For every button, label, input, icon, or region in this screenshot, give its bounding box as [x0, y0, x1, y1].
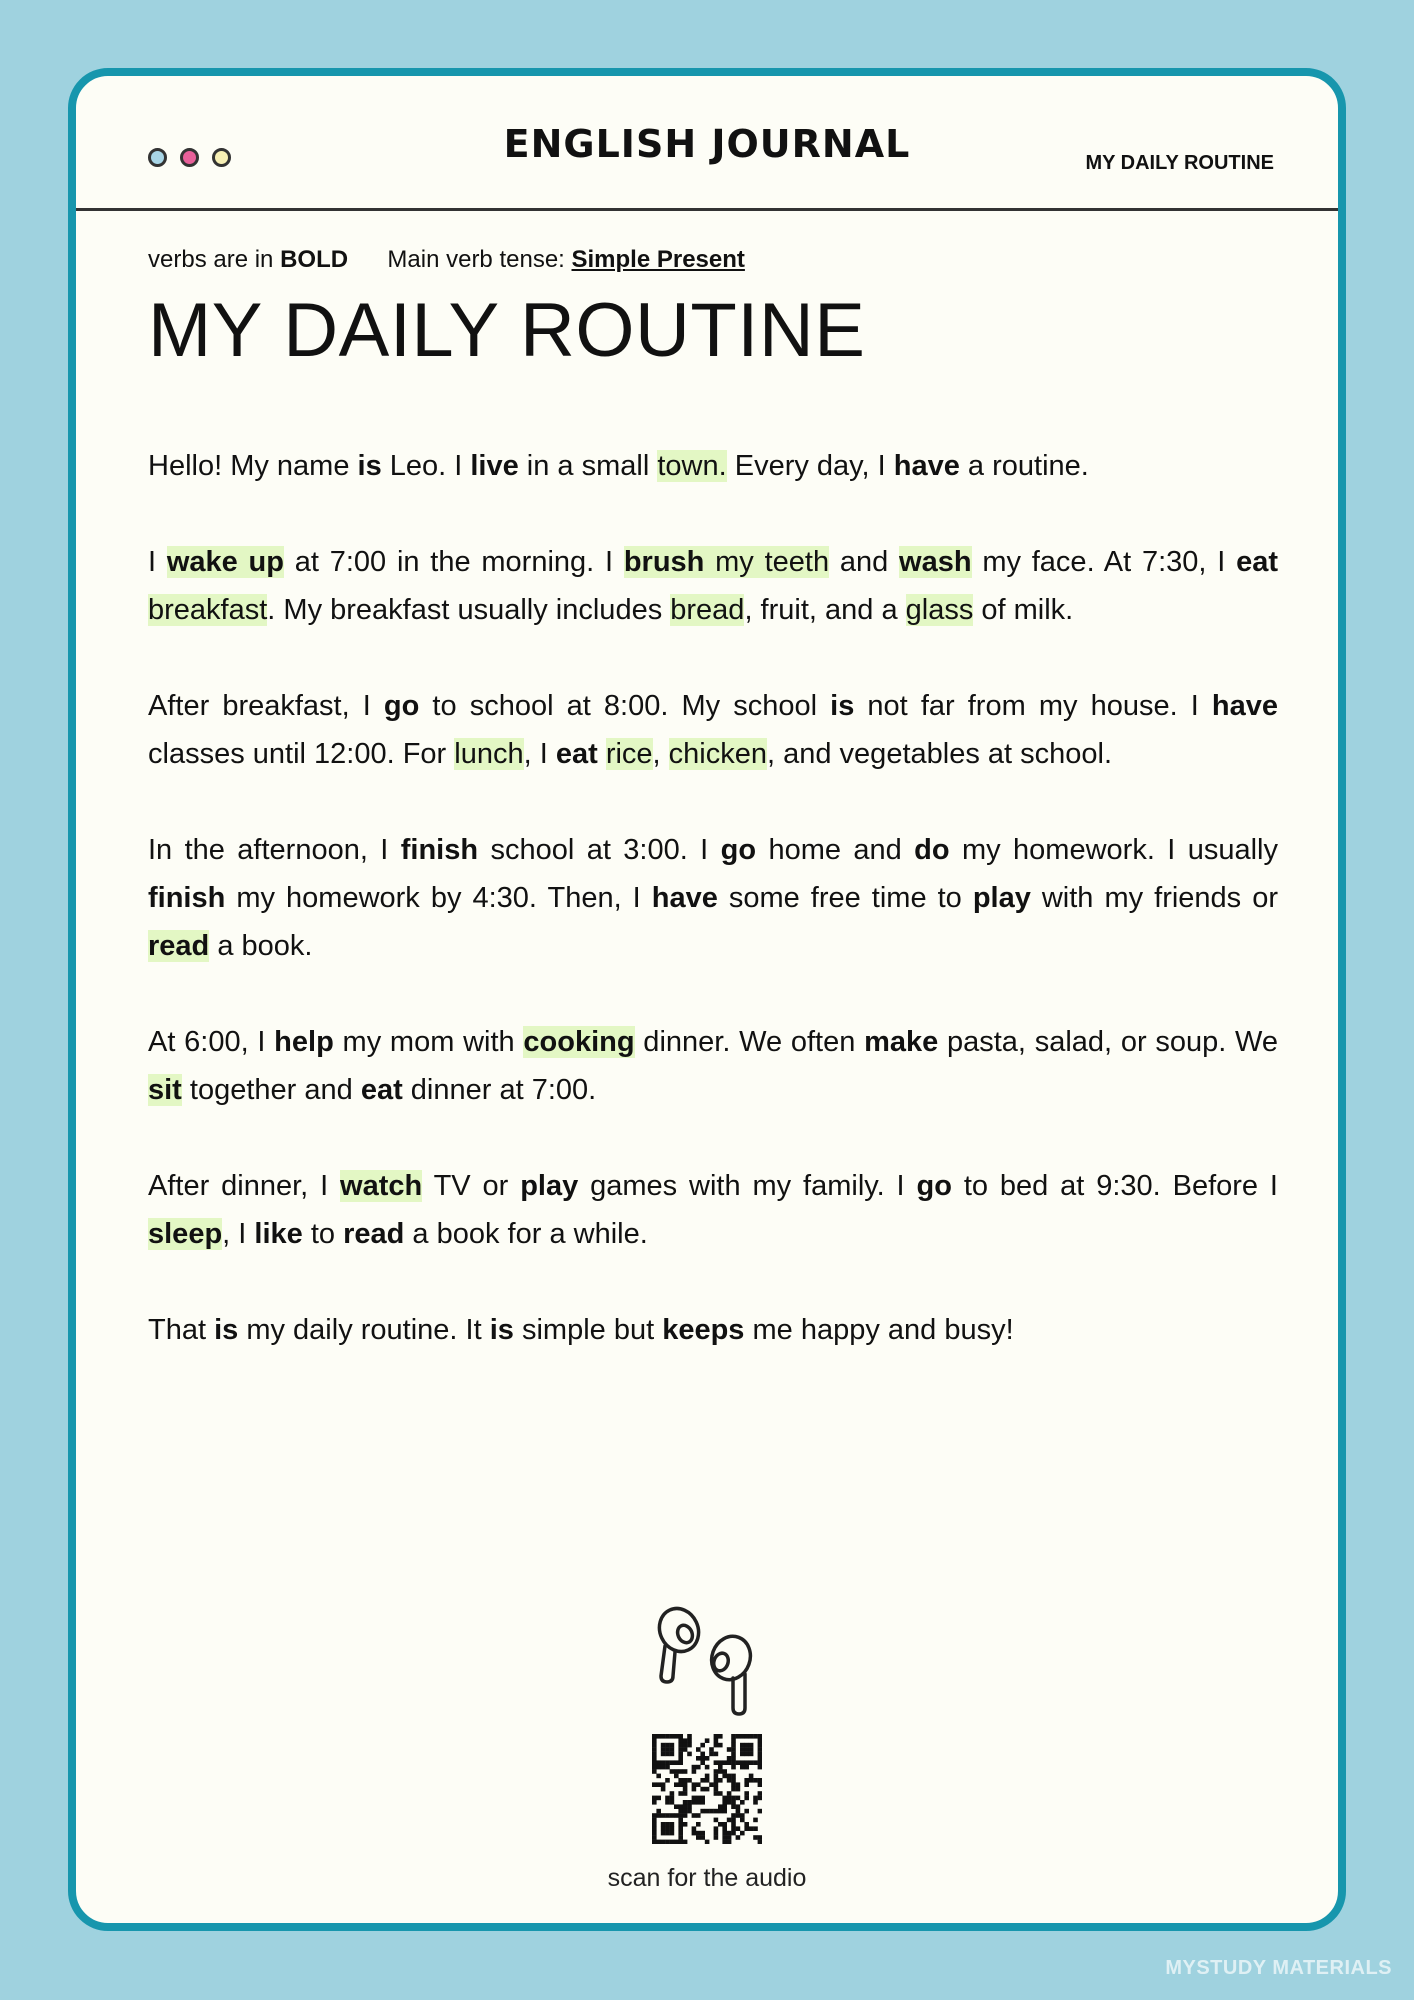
verb: live — [470, 450, 519, 483]
text-segment: me happy and busy! — [744, 1314, 1014, 1347]
text-segment: simple but — [513, 1314, 663, 1347]
text-segment: Leo. I — [381, 450, 471, 483]
paragraph-1 — [148, 442, 1278, 490]
text-segment: in a small — [518, 450, 658, 483]
journal-header — [76, 76, 1338, 211]
text-segment: school at 3:00. I — [478, 834, 721, 867]
verb: go — [720, 834, 757, 867]
text-segment: , fruit, and a — [744, 594, 906, 627]
text-segment: After dinner, I — [148, 1170, 341, 1203]
verb: keeps — [662, 1314, 745, 1347]
verb: make — [864, 1026, 939, 1059]
highlighted-word: bread — [670, 594, 745, 627]
verbs-note-prefix: verbs are in — [148, 246, 281, 273]
qr-code[interactable] — [652, 1734, 762, 1844]
header-topic-label: MY DAILY ROUTINE — [1085, 152, 1274, 174]
verb: have — [1211, 690, 1278, 723]
verb: cooking — [523, 1026, 635, 1059]
verb: play — [520, 1170, 579, 1203]
verb: help — [274, 1026, 334, 1059]
verb: like — [254, 1218, 303, 1251]
text-segment: TV or — [422, 1170, 521, 1203]
verbs-note-bold: BOLD — [280, 246, 349, 273]
text-segment: , — [652, 738, 669, 771]
text-segment: to bed at 9:30. Before I — [951, 1170, 1278, 1203]
highlighted-word: my teeth — [704, 546, 830, 579]
highlighted-word: breakfast — [148, 594, 268, 627]
text-segment: a routine. — [959, 450, 1089, 483]
text-segment: of milk. — [973, 594, 1074, 627]
journal-content — [148, 246, 1278, 1354]
text-segment: at 7:00 in the morning. I — [284, 546, 624, 579]
highlighted-word: town. — [657, 450, 727, 483]
verb: eat — [1236, 546, 1278, 579]
paragraph-3 — [148, 682, 1278, 778]
scan-label: scan for the audio — [607, 1864, 807, 1892]
verb: play — [972, 882, 1031, 915]
verb: finish — [148, 882, 226, 915]
meta-line — [148, 246, 1278, 275]
highlighted-word: chicken — [668, 738, 767, 771]
tense-value: Simple Present — [571, 246, 745, 273]
text-segment: , and vegetables at school. — [767, 738, 1113, 771]
verb: read — [343, 1218, 405, 1251]
paragraph-5 — [148, 1018, 1278, 1114]
text-segment: my homework. I usually — [949, 834, 1278, 867]
verb: sleep — [148, 1218, 223, 1251]
text-segment: and — [829, 546, 900, 579]
text-segment: to — [302, 1218, 344, 1251]
paragraph-2 — [148, 538, 1278, 634]
verb: go — [383, 690, 420, 723]
text-segment: my homework by 4:30. Then, I — [225, 882, 652, 915]
verb: have — [651, 882, 718, 915]
highlighted-word: glass — [905, 594, 974, 627]
text-segment: together and — [181, 1074, 361, 1107]
text-segment: Every day, I — [726, 450, 894, 483]
verb: finish — [400, 834, 479, 867]
verb: is — [357, 450, 382, 483]
paragraph-6 — [148, 1162, 1278, 1258]
paragraph-4 — [148, 826, 1278, 970]
tense-prefix: Main verb tense: — [387, 246, 572, 273]
verb: brush — [623, 546, 705, 579]
verb: go — [916, 1170, 952, 1203]
text-segment: my mom with — [333, 1026, 524, 1059]
paragraph-7 — [148, 1306, 1278, 1354]
text-segment: In the afternoon, I — [148, 834, 401, 867]
text-segment: my face. At 7:30, I — [971, 546, 1237, 579]
text-segment: dinner at 7:00. — [402, 1074, 597, 1107]
brand-title: ENGLISH JOURNAL — [503, 122, 911, 166]
text-segment — [598, 738, 606, 770]
highlighted-word: rice — [605, 738, 653, 771]
verb: is — [214, 1314, 239, 1347]
highlighted-word: lunch — [454, 738, 524, 771]
text-segment: Hello! My name — [148, 450, 358, 483]
text-segment: That — [148, 1314, 215, 1347]
text-segment: with my friends or — [1030, 882, 1278, 915]
verb: is — [830, 690, 855, 723]
verb: wash — [899, 546, 972, 579]
text-segment: , I — [222, 1218, 255, 1251]
text-segment: home and — [756, 834, 915, 867]
text-segment: . My breakfast usually includes — [267, 594, 671, 627]
verb: watch — [340, 1170, 423, 1203]
journal-card — [68, 68, 1346, 1931]
text-segment: classes until 12:00. For — [148, 738, 455, 771]
verb: eat — [360, 1074, 403, 1107]
story-paragraphs — [148, 442, 1278, 1354]
text-segment: a book. — [209, 930, 313, 963]
watermark: MYSTUDY MATERIALS — [1165, 1957, 1392, 1979]
text-segment: a book for a while. — [404, 1218, 648, 1251]
text-segment: pasta, salad, or soup. We — [938, 1026, 1278, 1059]
verb: have — [893, 450, 960, 483]
audio-footer — [76, 1604, 1338, 1893]
verb: is — [489, 1314, 514, 1347]
text-segment: not far from my house. I — [854, 690, 1212, 723]
text-segment: , I — [523, 738, 556, 771]
verb: eat — [555, 738, 598, 771]
verb: sit — [148, 1074, 182, 1107]
text-segment: to school at 8:00. My school — [419, 690, 831, 723]
page-title: MY DAILY ROUTINE — [148, 287, 866, 373]
verb: wake up — [166, 546, 284, 579]
text-segment: some free time to — [717, 882, 973, 915]
text-segment: my daily routine. It — [238, 1314, 490, 1347]
text-segment: dinner. We often — [634, 1026, 865, 1059]
text-segment: games with my family. I — [578, 1170, 917, 1203]
text-segment: After breakfast, I — [148, 690, 384, 723]
text-segment: I — [148, 546, 167, 579]
verb: do — [914, 834, 950, 867]
verb: read — [148, 930, 210, 963]
text-segment: At 6:00, I — [148, 1026, 275, 1059]
earbuds-icon — [647, 1604, 767, 1716]
